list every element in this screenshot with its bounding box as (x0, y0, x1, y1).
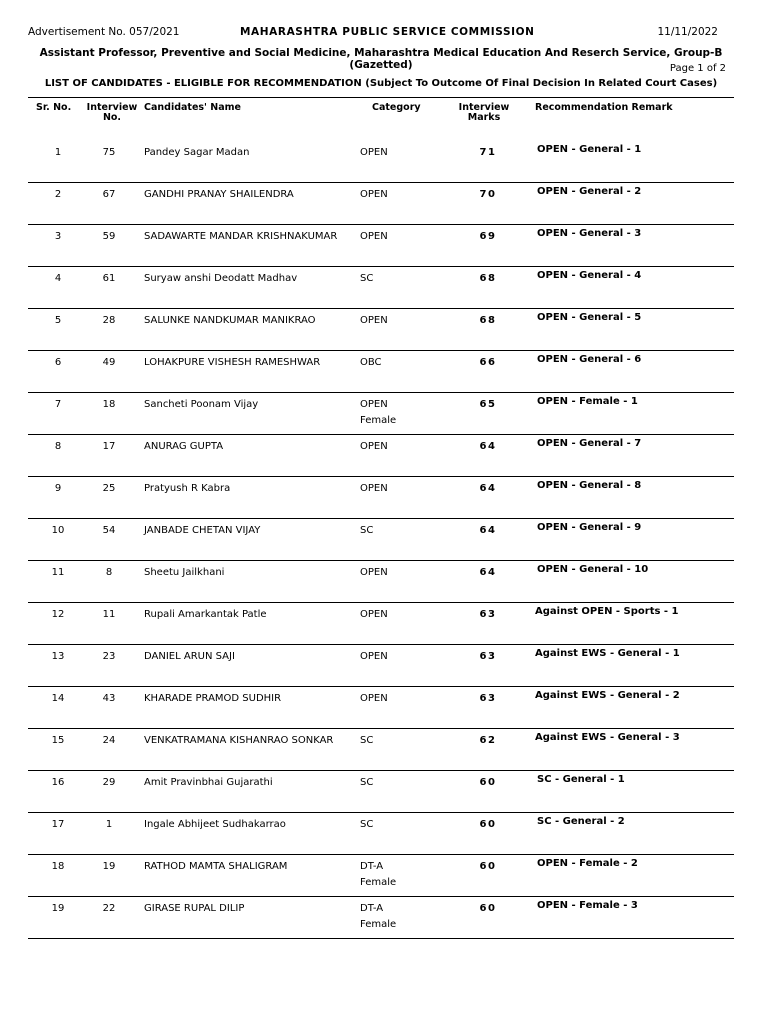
cell-remark: SC - General - 1 (537, 774, 625, 785)
column-header-remark: Recommendation Remark (535, 102, 673, 113)
column-header-name: Candidates' Name (144, 102, 241, 113)
cell-marks: 71 (479, 147, 497, 158)
cell-sr-no: 2 (54, 189, 62, 200)
cell-sr-no: 5 (54, 315, 62, 326)
cell-name: DANIEL ARUN SAJI (144, 651, 235, 662)
cell-marks: 69 (479, 231, 497, 242)
cell-sub-category: Female (360, 877, 397, 888)
cell-category: OPEN (360, 399, 388, 410)
cell-category: SC (360, 525, 374, 536)
cell-sr-no: 13 (51, 651, 65, 662)
cell-sr-no: 18 (51, 861, 65, 872)
list-title: LIST OF CANDIDATES - ELIGIBLE FOR RECOMMENDATION (Subject To Outcome Of Final Decision In Related Court Cases) (44, 78, 718, 89)
cell-name: RATHOD MAMTA SHALIGRAM (144, 861, 288, 872)
cell-category: OPEN (360, 231, 388, 242)
cell-interview-no: 17 (102, 441, 116, 452)
cell-category: OPEN (360, 147, 388, 158)
cell-name: Pandey Sagar Madan (144, 147, 250, 158)
cell-category: OPEN (360, 189, 388, 200)
cell-category: OPEN (360, 651, 388, 662)
cell-sr-no: 12 (51, 609, 65, 620)
cell-interview-no: 28 (102, 315, 116, 326)
cell-name: SALUNKE NANDKUMAR MANIKRAO (144, 315, 316, 326)
cell-category: OPEN (360, 315, 388, 326)
cell-remark: OPEN - General - 7 (537, 438, 642, 449)
cell-sub-category: Female (360, 415, 397, 426)
table-row (0, 141, 768, 183)
cell-name: JANBADE CHETAN VIJAY (144, 525, 261, 536)
table-row (0, 435, 768, 477)
cell-remark: Against EWS - General - 1 (535, 648, 680, 659)
cell-interview-no: 19 (102, 861, 116, 872)
cell-remark: Against EWS - General - 2 (535, 690, 680, 701)
cell-interview-no: 75 (102, 147, 116, 158)
table-row (0, 603, 768, 645)
cell-sr-no: 14 (51, 693, 65, 704)
document-date: 11/11/2022 (657, 26, 718, 38)
table-row (0, 771, 768, 813)
cell-remark: OPEN - General - 2 (537, 186, 642, 197)
cell-name: GIRASE RUPAL DILIP (144, 903, 245, 914)
table-row (0, 729, 768, 771)
cell-marks: 64 (479, 525, 497, 536)
cell-name: Sheetu Jailkhani (144, 567, 225, 578)
cell-marks: 60 (479, 861, 497, 872)
cell-category: OPEN (360, 609, 388, 620)
cell-name: GANDHI PRANAY SHAILENDRA (144, 189, 294, 200)
cell-category: OPEN (360, 693, 388, 704)
table-row (0, 225, 768, 267)
cell-category: OPEN (360, 483, 388, 494)
cell-interview-no: 23 (102, 651, 116, 662)
cell-remark: OPEN - General - 3 (537, 228, 642, 239)
table-row (0, 561, 768, 603)
cell-interview-no: 49 (102, 357, 116, 368)
row-divider (28, 938, 734, 939)
table-row (0, 519, 768, 561)
cell-name: Sancheti Poonam Vijay (144, 399, 259, 410)
cell-name: ANURAG GUPTA (144, 441, 224, 452)
cell-marks: 65 (479, 399, 497, 410)
cell-name: VENKATRAMANA KISHANRAO SONKAR (144, 735, 334, 746)
table-row (0, 477, 768, 519)
cell-name: KHARADE PRAMOD SUDHIR (144, 693, 282, 704)
page-number: Page 1 of 2 (669, 63, 726, 74)
cell-name: Ingale Abhijeet Sudhakarrao (144, 819, 286, 830)
cell-marks: 63 (479, 693, 497, 704)
cell-marks: 64 (479, 441, 497, 452)
cell-interview-no: 29 (102, 777, 116, 788)
cell-name: Suryaw anshi Deodatt Madhav (144, 273, 298, 284)
cell-category: SC (360, 735, 374, 746)
cell-remark: OPEN - General - 6 (537, 354, 642, 365)
cell-name: SADAWARTE MANDAR KRISHNAKUMAR (144, 231, 338, 242)
column-header-interview-no-line2: No. (102, 112, 122, 123)
cell-sr-no: 19 (51, 903, 65, 914)
cell-category: OBC (360, 357, 382, 368)
cell-marks: 62 (479, 735, 497, 746)
cell-sr-no: 17 (51, 819, 65, 830)
cell-sr-no: 1 (54, 147, 62, 158)
table-row (0, 309, 768, 351)
cell-marks: 64 (479, 483, 497, 494)
cell-marks: 60 (479, 777, 497, 788)
cell-interview-no: 1 (105, 819, 113, 830)
cell-category: SC (360, 777, 374, 788)
cell-sr-no: 9 (54, 483, 62, 494)
cell-name: Amit Pravinbhai Gujarathi (144, 777, 273, 788)
cell-interview-no: 24 (102, 735, 116, 746)
cell-sr-no: 15 (51, 735, 65, 746)
table-row (0, 897, 768, 939)
cell-interview-no: 25 (102, 483, 116, 494)
cell-marks: 68 (479, 315, 497, 326)
cell-interview-no: 8 (105, 567, 113, 578)
cell-interview-no: 43 (102, 693, 116, 704)
cell-sr-no: 16 (51, 777, 65, 788)
cell-name: Pratyush R Kabra (144, 483, 231, 494)
cell-sr-no: 10 (51, 525, 65, 536)
cell-remark: OPEN - General - 9 (537, 522, 642, 533)
cell-remark: OPEN - General - 10 (537, 564, 649, 575)
cell-remark: OPEN - General - 4 (537, 270, 642, 281)
cell-remark: Against OPEN - Sports - 1 (535, 606, 679, 617)
table-row (0, 351, 768, 393)
cell-name: Rupali Amarkantak Patle (144, 609, 267, 620)
cell-sr-no: 11 (51, 567, 65, 578)
cell-interview-no: 11 (102, 609, 116, 620)
column-header-interview-no-line1: Interview (86, 102, 138, 113)
cell-remark: OPEN - General - 8 (537, 480, 642, 491)
table-row (0, 267, 768, 309)
cell-sr-no: 7 (54, 399, 62, 410)
table-row (0, 645, 768, 687)
table-row (0, 855, 768, 897)
cell-interview-no: 22 (102, 903, 116, 914)
cell-name: LOHAKPURE VISHESH RAMESHWAR (144, 357, 321, 368)
cell-interview-no: 61 (102, 273, 116, 284)
table-row (0, 393, 768, 435)
cell-marks: 64 (479, 567, 497, 578)
advertisement-number: Advertisement No. 057/2021 (28, 26, 180, 38)
column-header-marks (454, 103, 514, 123)
cell-sr-no: 3 (54, 231, 62, 242)
commission-name: MAHARASHTRA PUBLIC SERVICE COMMISSION (240, 26, 535, 38)
table-row (0, 687, 768, 729)
cell-marks: 70 (479, 189, 497, 200)
cell-category: SC (360, 273, 374, 284)
cell-remark: OPEN - General - 5 (537, 312, 642, 323)
cell-marks: 68 (479, 273, 497, 284)
cell-category: OPEN (360, 441, 388, 452)
cell-interview-no: 67 (102, 189, 116, 200)
cell-remark: OPEN - Female - 2 (537, 858, 638, 869)
column-header-category: Category (372, 102, 421, 113)
column-header-interview-no (84, 103, 140, 123)
cell-category: DT-A (360, 861, 384, 872)
cell-category: DT-A (360, 903, 384, 914)
post-title-line2: (Gazetted) (349, 59, 413, 71)
cell-interview-no: 59 (102, 231, 116, 242)
header-rule (28, 97, 734, 98)
candidates-table (0, 141, 768, 939)
column-header-marks-line1: Interview (458, 102, 510, 113)
cell-marks: 60 (479, 903, 497, 914)
cell-marks: 60 (479, 819, 497, 830)
cell-remark: OPEN - General - 1 (537, 144, 642, 155)
cell-interview-no: 18 (102, 399, 116, 410)
cell-remark: SC - General - 2 (537, 816, 625, 827)
cell-marks: 63 (479, 651, 497, 662)
table-row (0, 813, 768, 855)
cell-category: SC (360, 819, 374, 830)
cell-sr-no: 4 (54, 273, 62, 284)
table-row (0, 183, 768, 225)
cell-remark: OPEN - Female - 3 (537, 900, 638, 911)
post-title (30, 47, 732, 71)
cell-marks: 63 (479, 609, 497, 620)
column-header-sr-no: Sr. No. (36, 102, 72, 113)
cell-remark: Against EWS - General - 3 (535, 732, 680, 743)
cell-interview-no: 54 (102, 525, 116, 536)
cell-sr-no: 8 (54, 441, 62, 452)
cell-sr-no: 6 (54, 357, 62, 368)
cell-marks: 66 (479, 357, 497, 368)
post-title-line1: Assistant Professor, Preventive and Social Medicine, Maharashtra Medical Education And Reserch Service, Group-B (39, 47, 723, 59)
cell-category: OPEN (360, 567, 388, 578)
cell-sub-category: Female (360, 919, 397, 930)
cell-remark: OPEN - Female - 1 (537, 396, 638, 407)
column-header-marks-line2: Marks (467, 112, 501, 123)
